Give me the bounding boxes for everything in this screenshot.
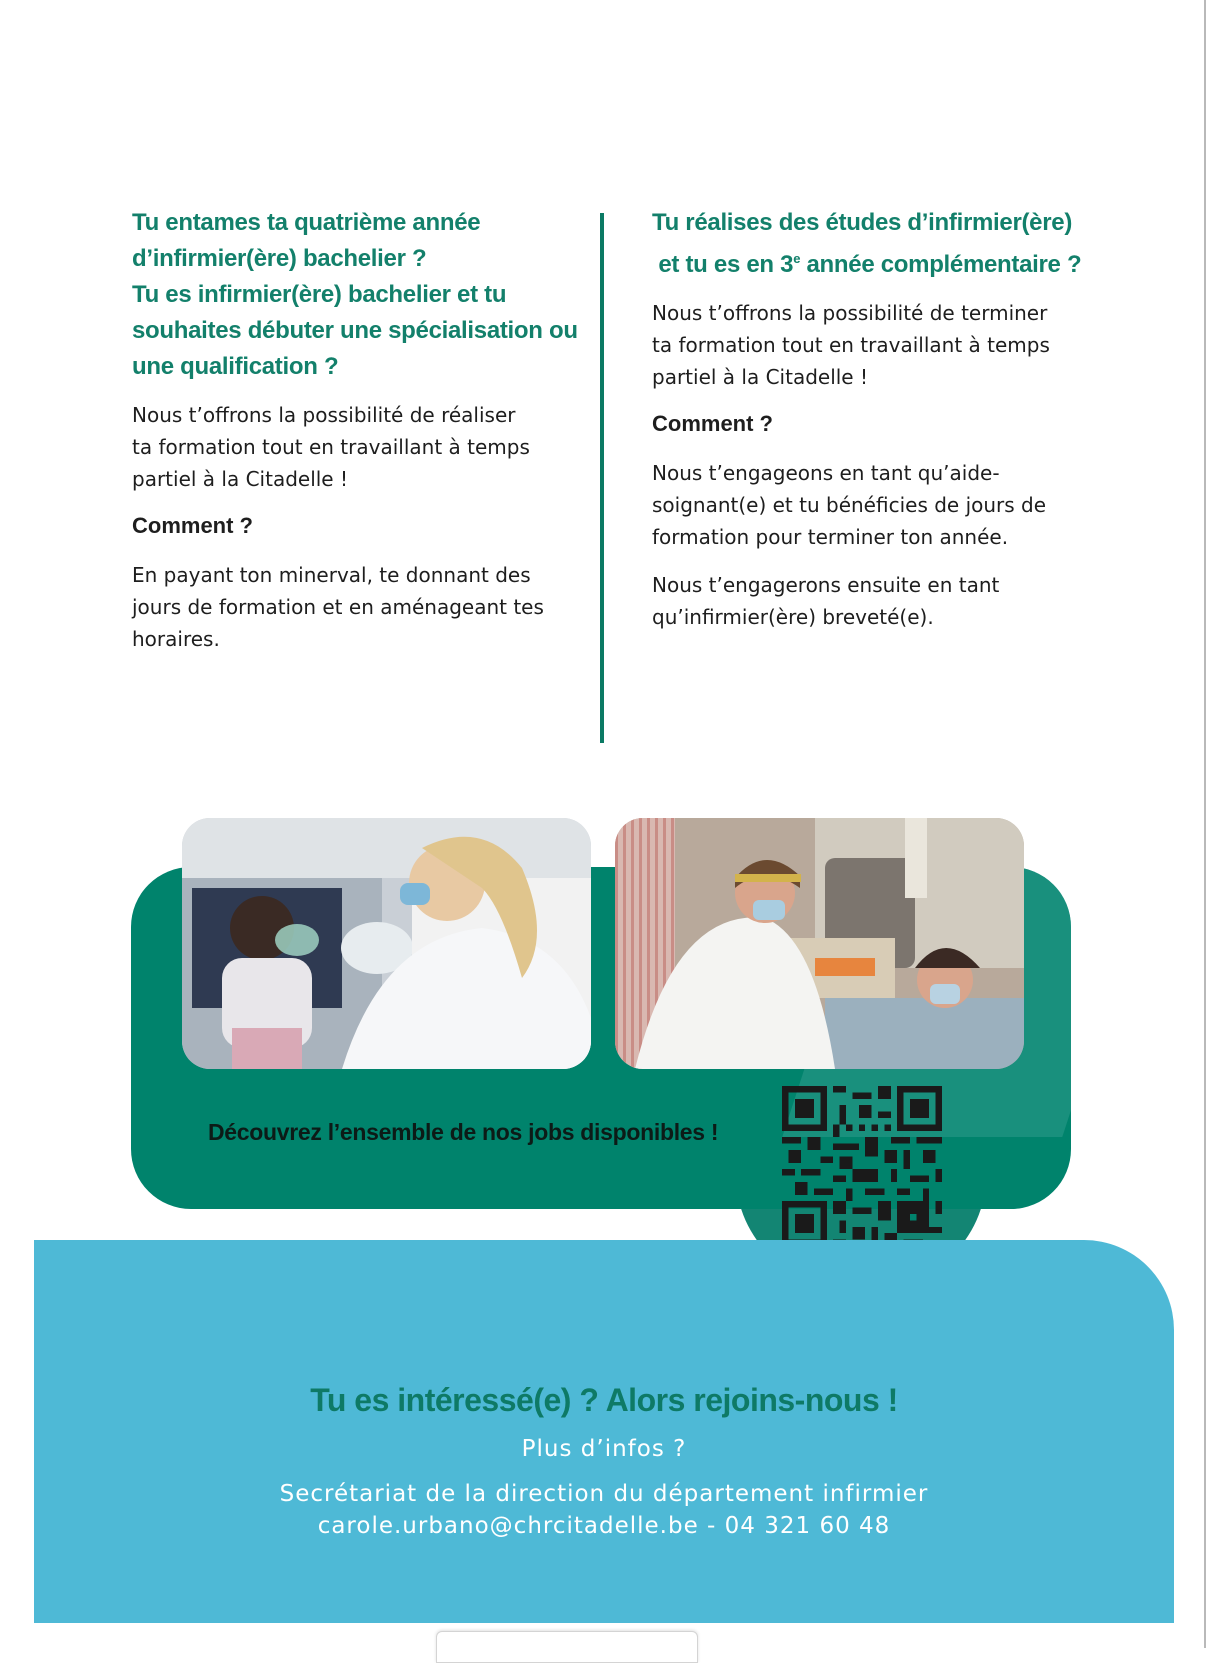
right-heading-line: Tu réalises des études d’infirmier(ère)	[652, 209, 1073, 236]
column-divider	[600, 213, 604, 743]
footer-title: Tu es intéressé(e) ? Alors rejoins-nous !	[310, 1382, 898, 1418]
right-body-line: Nous t’engageons en tant qu’aide-	[652, 461, 1000, 485]
right-body-line: soignant(e) et tu bénéficies de jours de	[652, 493, 1047, 517]
footer-more-info: Plus d’infos ?	[521, 1436, 687, 1462]
right-body-line: Nous t’engagerons ensuite en tant	[652, 573, 1000, 597]
left-body-line: jours de formation et en aménageant tes	[132, 595, 544, 619]
left-column	[132, 205, 578, 671]
right-body-line: qu’infirmier(ère) breveté(e).	[652, 605, 934, 629]
right-intro	[652, 297, 1072, 393]
right-body-1	[652, 457, 1072, 553]
left-heading	[132, 205, 578, 385]
right-intro-line: Nous t’offrons la possibilité de terminer	[652, 301, 1048, 325]
left-heading-line: Tu es infirmier(ère) bachelier et tu	[132, 281, 507, 308]
left-intro-line: partiel à la Citadelle !	[132, 467, 348, 491]
footer-contact-line: Secrétariat de la direction du département infirmier	[279, 1481, 929, 1507]
left-body-line: horaires.	[132, 627, 220, 651]
left-heading-line: une qualification ?	[132, 353, 339, 380]
right-heading-line	[652, 241, 1082, 283]
right-heading-superscript: e	[793, 251, 801, 266]
left-body	[132, 559, 552, 655]
left-intro-line: Nous t’offrons la possibilité de réaliser	[132, 403, 516, 427]
left-heading-line: souhaites débuter une spécialisation ou	[132, 317, 578, 344]
left-body-line: En payant ton minerval, te donnant des	[132, 563, 531, 587]
left-intro	[132, 399, 552, 495]
bottom-tab-label	[437, 1632, 697, 1657]
left-intro-line: ta formation tout en travaillant à temps	[132, 435, 530, 459]
left-subheading: Comment ?	[132, 513, 253, 538]
right-heading-text: année complémentaire ?	[800, 251, 1082, 278]
left-heading-line: Tu entames ta quatrième année	[132, 209, 481, 236]
photo-nurse-patient	[615, 818, 1024, 1069]
contact-footer	[34, 1240, 1174, 1623]
left-heading-line: d’infirmier(ère) bachelier ?	[132, 245, 427, 272]
right-intro-line: ta formation tout en travaillant à temps	[652, 333, 1050, 357]
photo-nurse-child	[182, 818, 591, 1069]
qr-code[interactable]	[782, 1086, 942, 1246]
right-body-line: formation pour terminer ton année.	[652, 525, 1009, 549]
right-heading-text: et tu es en 3	[658, 251, 794, 278]
right-body-2	[652, 569, 1072, 633]
right-intro-line: partiel à la Citadelle !	[652, 365, 868, 389]
footer-email-phone[interactable]: carole.urbano@chrcitadelle.be - 04 321 60 48	[317, 1513, 891, 1539]
right-heading	[652, 205, 1082, 283]
bottom-tab[interactable]	[436, 1631, 698, 1663]
jobs-cta-text: Découvrez l’ensemble de nos jobs disponibles !	[208, 1119, 719, 1145]
right-column	[652, 205, 1082, 649]
right-subheading: Comment ?	[652, 411, 773, 436]
